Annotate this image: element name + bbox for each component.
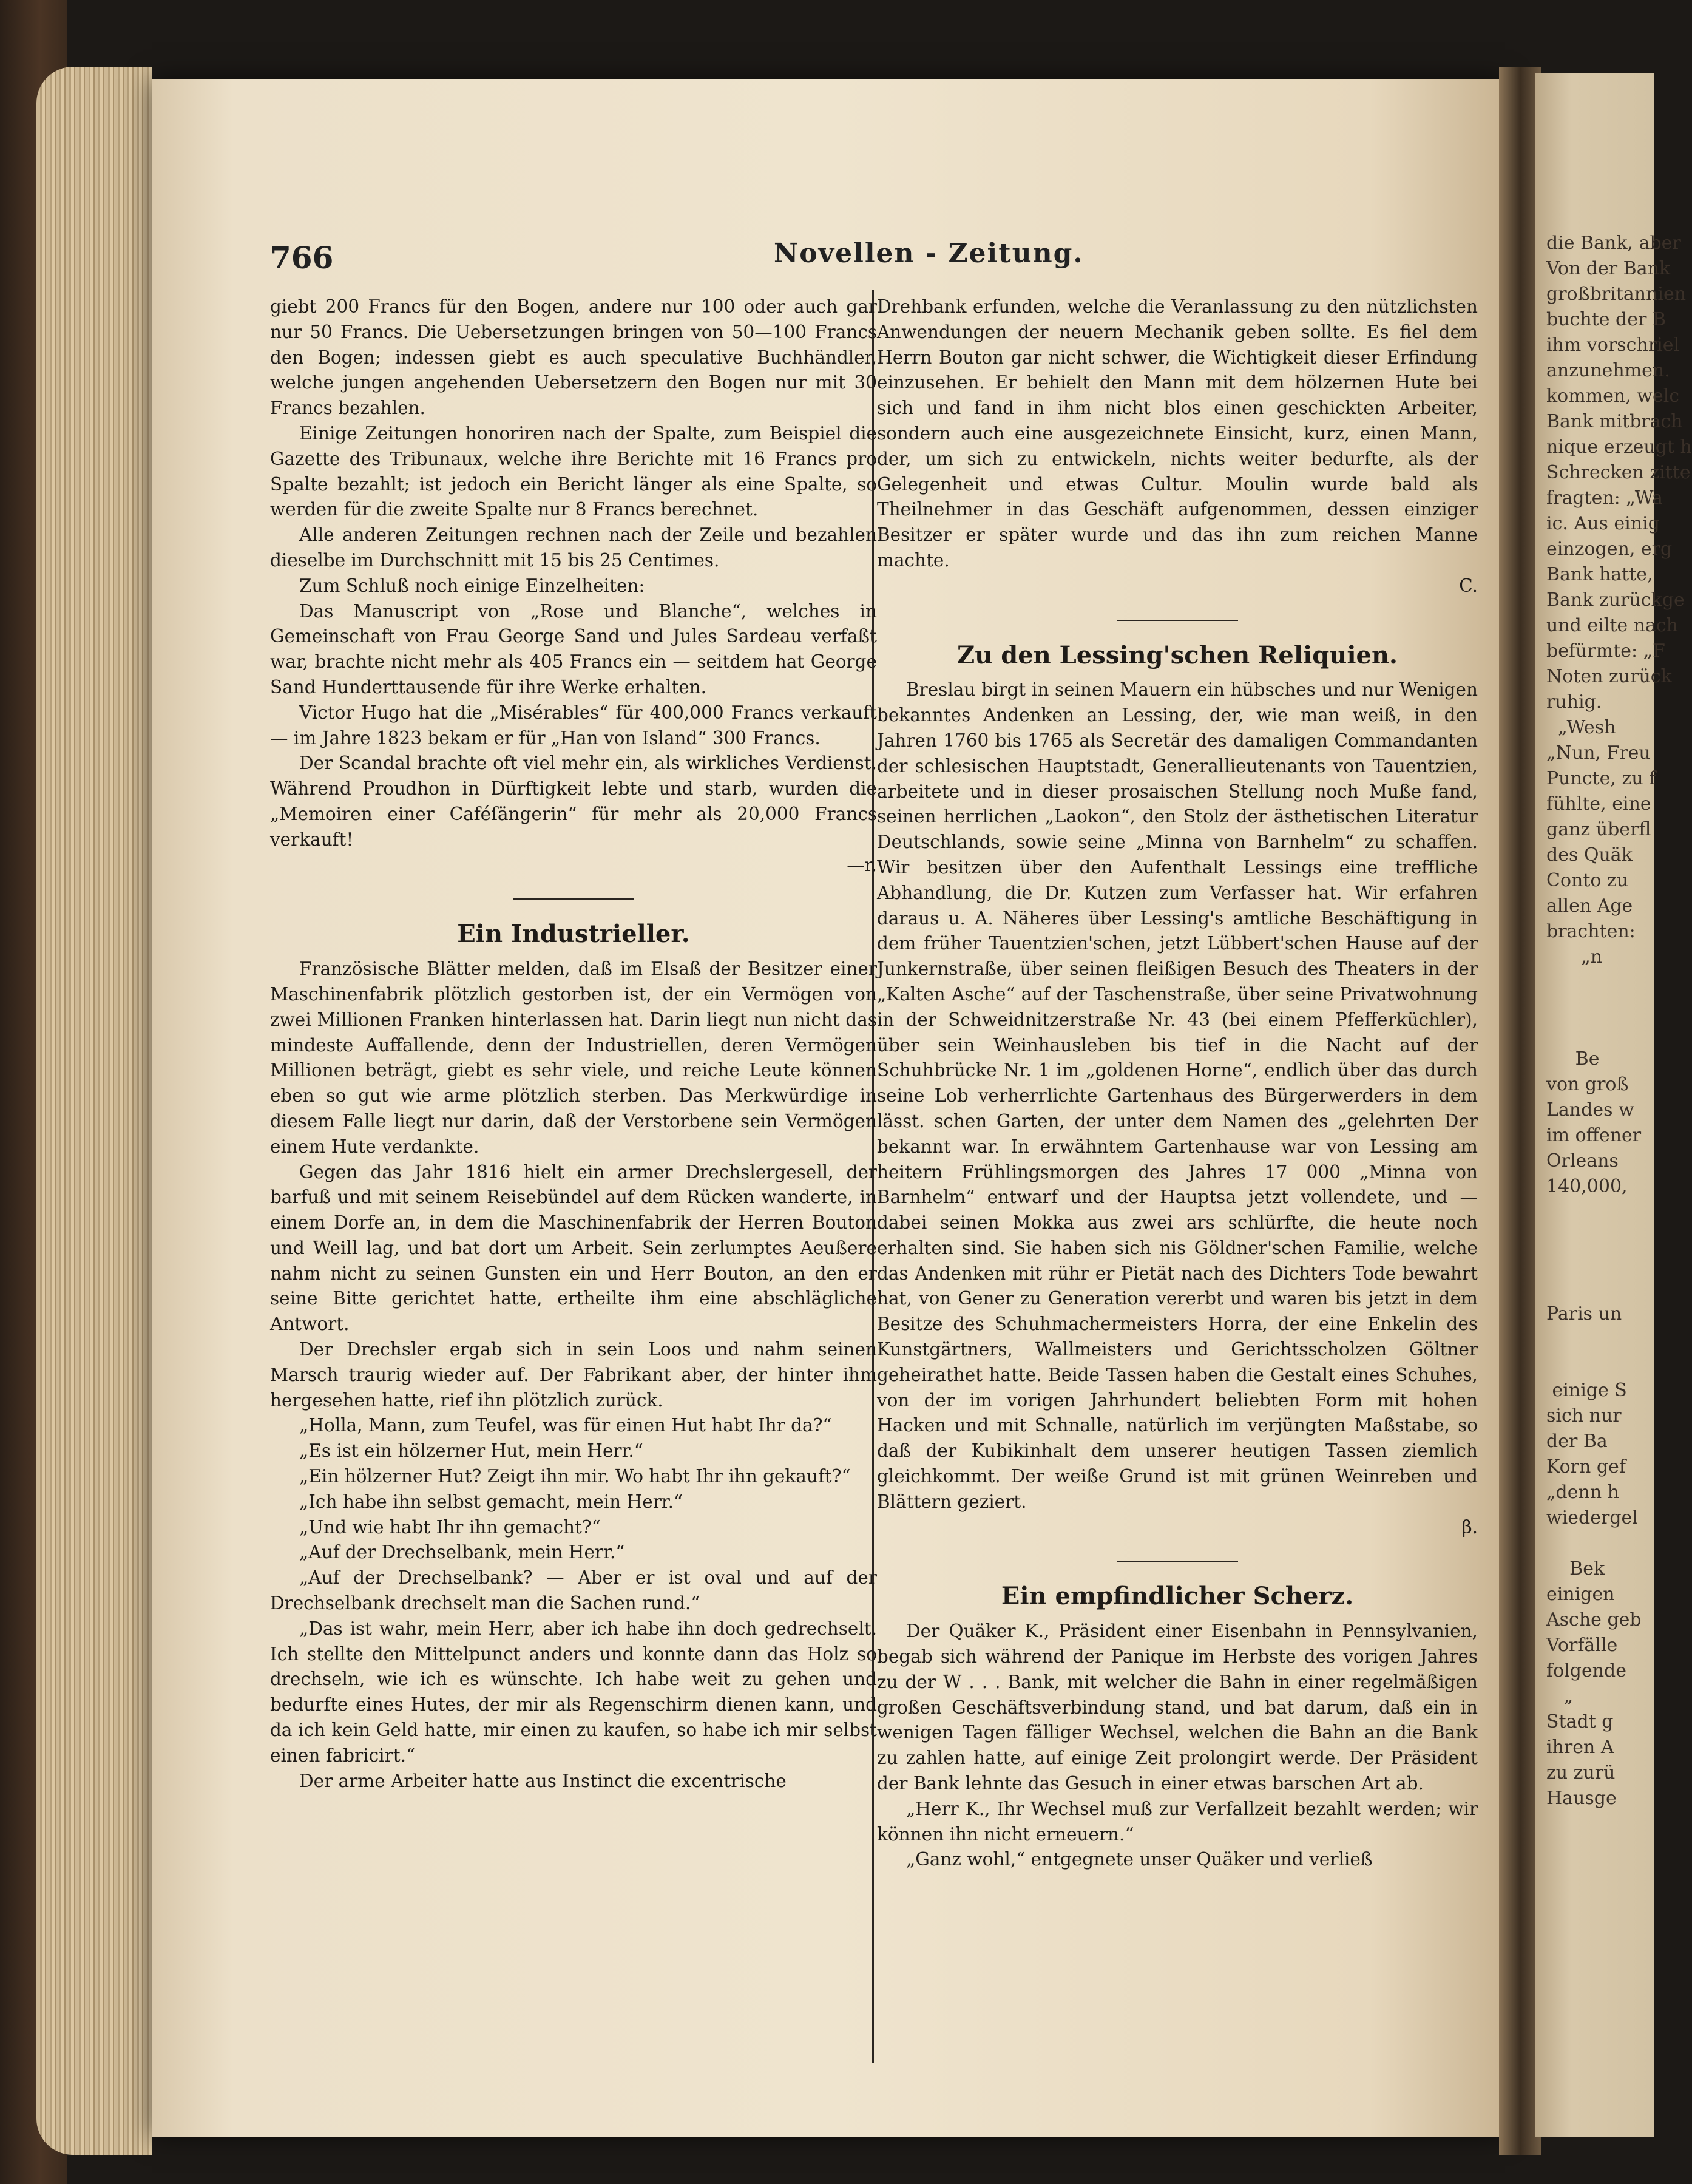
- dialogue-line: „Herr K., Ihr Wechsel muß zur Verfallzeit bezahlt werden; wir können ihn nicht erneuern.“: [877, 1798, 1478, 1845]
- section-separator: [513, 898, 634, 900]
- paragraph: Alle anderen Zeitungen rechnen nach der Zeile und bezahlen dieselbe im Durchschnitt mit 15 bis 25 Centimes.: [270, 524, 877, 571]
- dialogue-line: „Und wie habt Ihr ihn gemacht?“: [299, 1516, 601, 1538]
- paragraph: giebt 200 Francs für den Bogen, andere nur 100 oder auch gar nur 50 Francs. Die Uebersetzungen bringen von 50—100 Francs den Bogen; indessen giebt es auch speculative Buchhändler, welche jungen angehenden Uebersetzern den Bogen nur mit 30 Francs bezahlen.: [270, 296, 877, 419]
- author-signature: β.: [1461, 1516, 1478, 1538]
- dialogue-line: „Ich habe ihn selbst gemacht, mein Herr.“: [299, 1491, 683, 1512]
- paragraph: Das Manuscript von „Rose und Blanche“, welches in Gemeinschaft von Frau George Sand und Jules Sardeau verfaßt war, brachte nicht mehr als 405 Francs ein — seitdem hat George Sand Hunderttausende für ihre Werke erhalten.: [270, 600, 877, 697]
- dialogue-line: „Holla, Mann, zum Teufel, was für einen Hut habt Ihr da?“: [299, 1415, 832, 1436]
- paragraph: Der Quäker K., Präsident einer Eisenbahn in Pennsylvanien, begab sich während der Panique im Herbste des vorigen Jahres zu der W . . . Bank, mit welcher die Bahn in einer regelmäßigen großen Geschäftsverbindung stand, und bat darum, daß ein in wenigen Tagen fälliger Wechsel, welchen die Bahn an die Bank zu zahlen hatte, auf einige Zeit prolongirt werde. Der Präsident der Bank lehnte das Gesuch in einer etwas barschen Art ab.: [877, 1621, 1478, 1794]
- paragraph: Der Scandal brachte oft viel mehr ein, als wirkliches Verdienst. Während Proudhon in Dürftigkeit lebte und starb, wurden die „Memoiren einer Caféſängerin“ für mehr als 20,000 Francs verkauft!: [270, 753, 877, 850]
- section-separator: [1117, 620, 1238, 621]
- paragraph: Der arme Arbeiter hatte aus Instinct die excentrische: [299, 1770, 787, 1791]
- paragraph: Französische Blätter melden, daß im Elsaß der Besitzer einer Maschinenfabrik plötzlich gestorben ist, der ein Vermögen von zwei Millionen Franken hinterlassen hat. Darin liegt nun nicht das mindeste Auffallende, denn der Industriellen, deren Vermögen Millionen beträgt, giebt es sehr viele, und reiche Leute können eben so gut wie arme plötzlich sterben. Das Merkwürdige in diesem Falle liegt nur darin, daß der Verstorbene sein Vermögen einem Hute verdankte.: [270, 958, 877, 1157]
- author-signature: —r.: [847, 854, 877, 875]
- paragraph: Breslau birgt in seinen Mauern ein hübsches und nur Wenigen bekanntes Andenken an Lessing, der, wie man weiß, in den Jahren 1760 bis 1765 als Secretär des damaligen Commandanten der schlesischen Hauptstadt, Generallieutenants von Tauentzien, arbeitete und in dieser prosaischen Stellung noch Muße fand, seinen herrlichen „Laokon“, den Stolz der ästhetischen Literatur Deutschlands, sowie seine „Minna von Barnhelm“ zu schaffen. Wir besitzen über den Aufenthalt Lessings eine treffliche Abhandlung, die Dr. Kutzen zum Verfasser hat. Wir erfahren daraus u. A. Näheres über Lessing's amtliche Beschäftigung in dem früher Tauentzien'schen, jetzt Lübbert'schen Hause auf der Junkernstraße, über seinen fleißigen Besuch des Theaters in der „Kalten Asche“ auf der Taschenstraße, über seine Privatwohnung in der Schweidnitzerstraße Nr. 43 (bei einem Pfefferküchler), über sein Weinhausleben bis tief in die Nacht auf der Schuhbrücke Nr. 1 im „goldenen Horne“, endlich über das durch seine Lob verherrlichte Gartenhaus des Bürgerwerders in dem lässt. schen Garten, der unter dem Namen des „gelehrten Der bekannt war. In erwähntem Gartenhause war von Lessing am heitern Frühlingsmorgen des Jahres 17 000 „Minna von Barnhelm“ entwarf und der Hauptsa jetzt vollendete, und — dabei seinen Mokka aus zwei ars schlürfte, die heute noch erhalten sind. Sie haben sich nis Göldner'schen Familie, welche das Andenken mit rühr er Pietät nach des Dichters Tode bewahrt hat, von Gener zu Generation vererbt und waren bis jetzt in dem Besitze des Schuhmachermeisters Horra, der eine Enkelin des Kunstgärtners, Wallmeisters und Gerichtsscholzen Göltner geheirathet hatte. Beide Tassen haben die Gestalt eines Schuhes, von der im vorigen Jahrhundert beliebten Form mit hohen Hacken und mit Schnalle, natürlich im verjüngten Maßstabe, so daß der Kubikinhalt dem unserer heutigen Tassen ziemlich gleichkommt. Der weiße Grund ist mit grünen Weinreben und Blättern geziert.: [877, 679, 1478, 1512]
- facing-page: [1535, 73, 1692, 2137]
- dialogue-line: „Auf der Drechselbank, mein Herr.“: [299, 1542, 625, 1563]
- page-edges: [36, 67, 152, 2155]
- paragraph: Victor Hugo hat die „Misérables“ für 400,000 Francs verkauft — im Jahre 1823 bekam er für „Han von Island“ 300 Francs.: [270, 702, 877, 748]
- dialogue-line: „Das ist wahr, mein Herr, aber ich habe ihn doch gedrechselt. Ich stellte den Mittelpunct anders und konnte dann das Holz so drechseln, wie ich es wünschte. Ich habe weit zu gehen und bedurfte eines Hutes, der mir als Regenschirm dienen kann, und da ich kein Geld hatte, mir einen zu kaufen, so habe ich mir selbst einen fabricirt.“: [270, 1618, 877, 1766]
- facing-page-text: die Bank, aber Von der Bank großbritannien buchte der B ihm vorschriel anzunehmen. kommen, welc Bank mitbrach nique erzeugt h Schrecken zitte fragten: „Wa ic. Aus einig einzogen, erg Bank hatte, Bank zurückge und eilte nach befürmte: „F Noten zurück ruhig. „Wesh „Nun, Freu Puncte, zu f fühlte, eine ganz überfl des Quäk Conto zu allen Age brachten: „n Be von groß Landes w im offener Orleans 140,000, Paris un einige S sich nur der Ba Korn gef „denn h wiedergel Bek einigen Asche geb Vorfälle folgende „ Stadt g ihren A zu zurü Hausge: [1546, 232, 1692, 1809]
- paragraph: Zum Schluß noch einige Einzelheiten:: [299, 575, 645, 596]
- section-separator: [1117, 1561, 1238, 1562]
- article-heading: Ein Industrieller.: [457, 920, 690, 949]
- paragraph: „Ganz wohl,“ entgegnete unser Quäker und verließ: [906, 1849, 1373, 1870]
- article-heading: Zu den Lessing'schen Reliquien.: [957, 640, 1398, 670]
- paragraph: Drehbank erfunden, welche die Veranlassung zu den nützlichsten Anwendungen der neuern Mechanik geben sollte. Es fiel dem Herrn Bouton gar nicht schwer, die Wichtigkeit dieser Erfindung einzusehen. Er behielt den Mann mit dem hölzernen Hute bei sich und fand in ihm nicht blos einen geschickten Arbeiter, sondern auch eine ausgezeichnete Einsicht, kurz, einen Mann, der, um sich zu entwickeln, nichts weiter bedurfte, als der Gelegenheit und etwas Cultur. Moulin wurde bald als Theilnehmer in das Geschäft aufgenommen, dessen einziger Besitzer er später wurde und das ihn zum reichen Manne machte.: [877, 296, 1478, 571]
- dialogue-line: „Auf der Drechselbank? — Aber er ist oval und auf der Drechselbank drechselt man die Sachen rund.“: [270, 1567, 877, 1614]
- page-number: 766: [270, 240, 334, 276]
- paragraph: Einige Zeitungen honoriren nach der Spalte, zum Beispiel die Gazette des Tribunaux, welche ihre Berichte mit 16 Francs pro Spalte bezahlt; ist jedoch ein Bericht länger als eine Spalte, so werden für die zweite Spalte nur 8 Francs berechnet.: [270, 422, 877, 520]
- author-signature: C.: [1459, 575, 1478, 596]
- dialogue-line: „Es ist ein hölzerner Hut, mein Herr.“: [299, 1440, 643, 1462]
- left-column: [270, 294, 877, 1794]
- article-heading: Ein empfindlicher Scherz.: [1001, 1582, 1354, 1611]
- right-column: [877, 294, 1478, 1873]
- paragraph: Gegen das Jahr 1816 hielt ein armer Drechslergesell, der barfuß und mit seinem Reisebündel auf dem Rücken wanderte, in einem Dorfe an, in dem die Maschinenfabrik der Herren Bouton und Weill lag, und bat dort um Arbeit. Sein zerlumptes Aeußere nahm nicht zu seinen Gunsten ein und Herr Bouton, an den er seine Bitte gerichtet hatte, ertheilte ihm eine abschlägliche Antwort.: [270, 1161, 877, 1335]
- dialogue-line: „Ein hölzerner Hut? Zeigt ihn mir. Wo habt Ihr ihn gekauft?“: [299, 1466, 851, 1487]
- paragraph: Der Drechsler ergab sich in sein Loos und nahm seinen Marsch traurig wieder auf. Der Fabrikant aber, der hinter ihm hergesehen hatte, rief ihn plötzlich zurück.: [270, 1339, 877, 1411]
- running-title: Novellen - Zeitung.: [774, 238, 1084, 269]
